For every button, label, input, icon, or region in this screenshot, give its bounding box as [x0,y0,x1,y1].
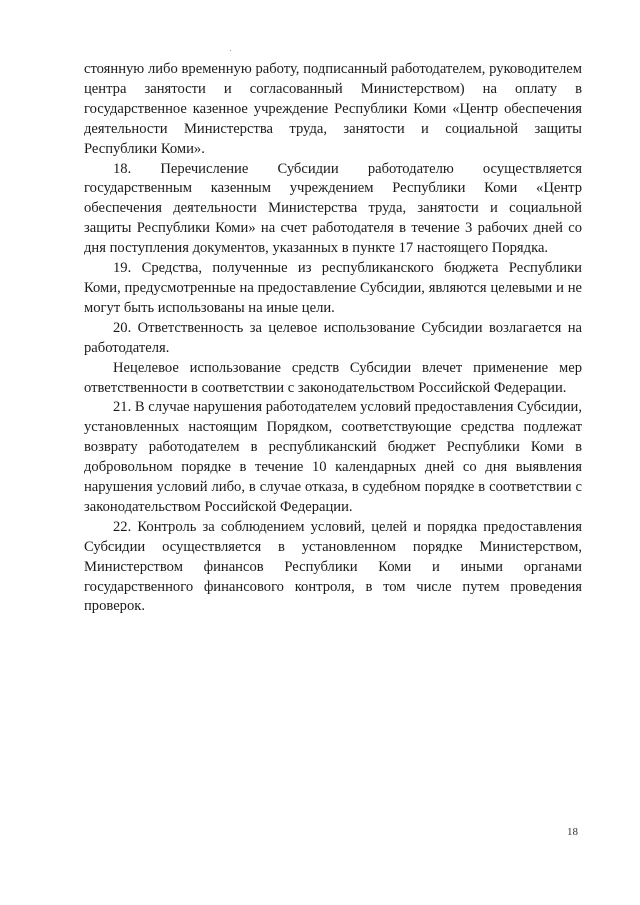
paragraph-20-misuse: Нецелевое использование средств Субсидии влечет применение мер ответственности в соответствии с законодательством Российской Федерации. [84,359,582,396]
paragraph-20: 20. Ответственность за целевое использование Субсидии возлагается на работодателя. [84,319,582,356]
paragraph-continuation: стоянную либо временную работу, подписанный работодателем, руководителем центра занятости и согласованный Министерством) на оплату в государственное казенное учреждение Республики Коми «Центр обеспечения деятельности Министерства труда, занятости и социальной защиты Республики Коми». [84,61,582,157]
page-number: 18 [567,826,578,838]
paragraph-18: 18. Перечисление Субсидии работодателю осуществляется государственным казенным учреждением Республики Коми «Центр обеспечения деятельности Министерства труда, занятости и социальной защиты Республики Коми» на счет работодателя в течение 3 рабочих дней со дня поступления документов, указанных в пункте 17 настоящего Порядка. [84,160,582,257]
document-body [84,60,582,617]
paragraph-19: 19. Средства, полученные из республиканского бюджета Республики Коми, предусмотренные на предоставление Субсидии, являются целевыми и не могут быть использованы на иные цели. [84,260,582,316]
paragraph-21: 21. В случае нарушения работодателем условий предоставления Субсидии, установленных настоящим Порядком, соответствующие средства подлежат возврату работодателем в республиканский бюджет Республики Коми в добровольном порядке в течение 10 календарных дней со дня выявления нарушения условий либо, в случае отказа, в судебном порядке в соответствии с законодательством Российской Федерации. [84,399,582,515]
scan-speck [230,50,231,51]
paragraph-22: 22. Контроль за соблюдением условий, целей и порядка предоставления Субсидии осуществляется в установленном порядке Министерством, Министерством финансов Республики Коми и иными органами государственного финансового контроля, в том числе путем проведения проверок. [84,518,582,615]
